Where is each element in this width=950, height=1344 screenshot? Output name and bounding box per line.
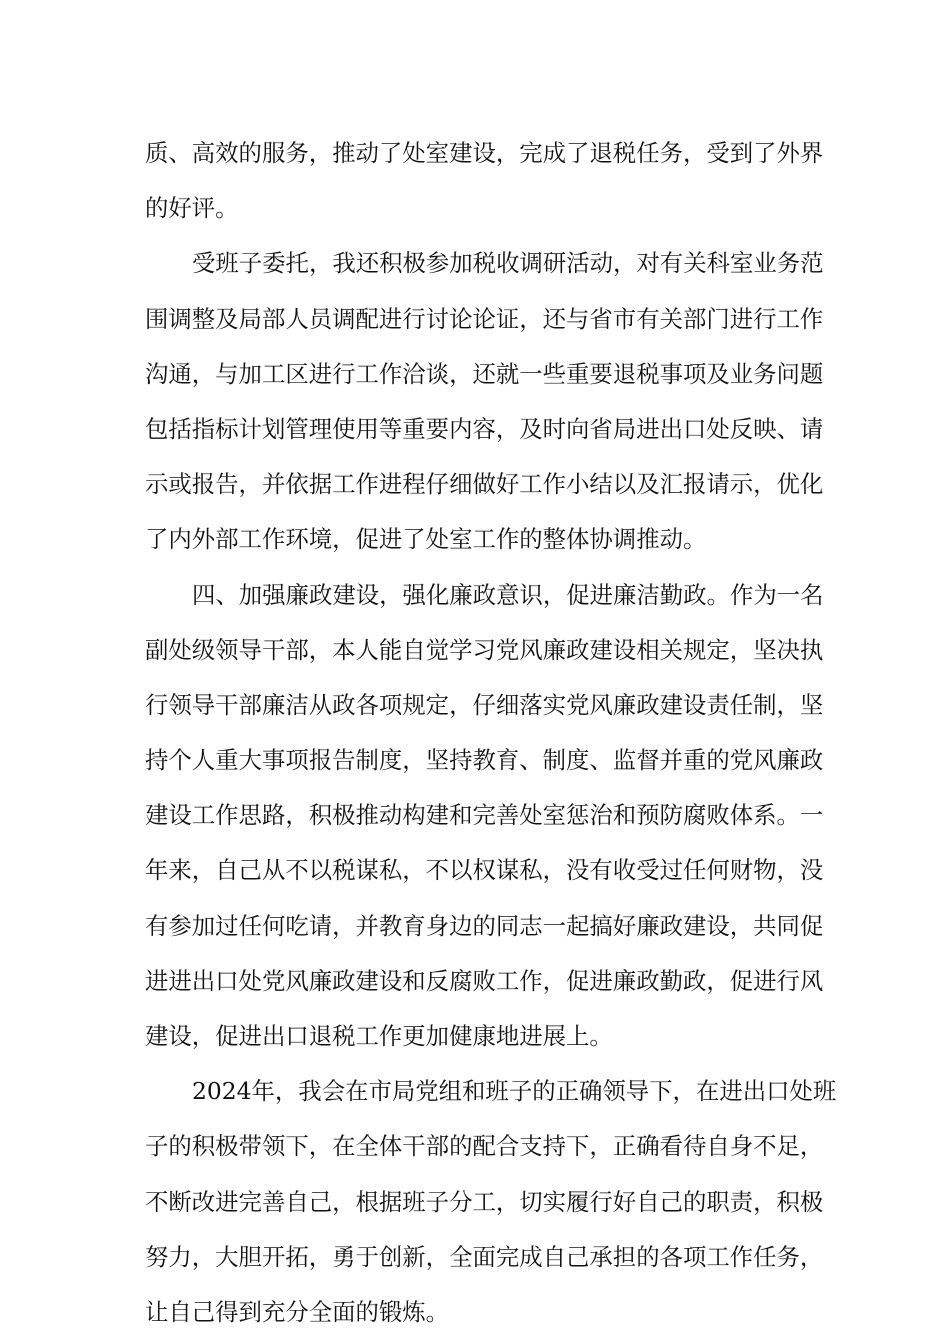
text-line: 行领导干部廉洁从政各项规定，仔细落实党风廉政建设责任制，坚 <box>145 690 824 719</box>
text-line: 沟通，与加工区进行工作洽谈，还就一些重要退税事项及业务问题 <box>145 359 824 388</box>
text-line: 努力，大胆开拓，勇于创新，全面完成自己承担的各项工作任务， <box>145 1242 824 1271</box>
paragraph-start-line: 受班子委托，我还积极参加税收调研活动，对有关科室业务范 <box>192 249 824 278</box>
text-line: 副处级领导干部，本人能自觉学习党风廉政建设相关规定，坚决执 <box>145 635 824 664</box>
paragraph-start-line: 四、加强廉政建设，强化廉政意识，促进廉洁勤政。作为一名 <box>192 580 824 609</box>
text-line: 持个人重大事项报告制度，坚持教育、制度、监督并重的党风廉政 <box>145 746 824 775</box>
paragraph-start-line: 2024年，我会在市局党组和班子的正确领导下，在进出口处班 <box>192 1077 837 1106</box>
document-body <box>145 126 837 1340</box>
text-line: 的好评。 <box>145 194 239 223</box>
text-line: 进进出口处党风廉政建设和反腐败工作，促进廉政勤政，促进行风 <box>145 966 824 995</box>
text-line: 让自己得到充分全面的锻炼。 <box>145 1297 450 1326</box>
text-line: 不断改进完善自己，根据班子分工，切实履行好自己的职责，积极 <box>145 1187 824 1216</box>
text-line: 年来，自己从不以税谋私，不以权谋私，没有收受过任何财物，没 <box>145 856 824 885</box>
text-line: 有参加过任何吃请，并教育身边的同志一起搞好廉政建设，共同促 <box>145 911 824 940</box>
text-line: 围调整及局部人员调配进行讨论论证，还与省市有关部门进行工作 <box>145 304 824 333</box>
text-line: 示或报告，并依据工作进程仔细做好工作小结以及汇报请示，优化 <box>145 470 824 499</box>
text-line: 子的积极带领下，在全体干部的配合支持下，正确看待自身不足， <box>145 1132 824 1161</box>
text-line: 建设，促进出口退税工作更加健康地进展上。 <box>145 1022 613 1050</box>
text-line: 包括指标计划管理使用等重要内容，及时向省局进出口处反映、请 <box>145 414 824 443</box>
text-line: 建设工作思路，积极推动构建和完善处室惩治和预防腐败体系。一 <box>145 801 824 830</box>
text-line: 了内外部工作环境，促进了处室工作的整体协调推动。 <box>145 525 707 554</box>
text-line: 质、高效的服务，推动了处室建设，完成了退税任务，受到了外界 <box>145 139 824 167</box>
